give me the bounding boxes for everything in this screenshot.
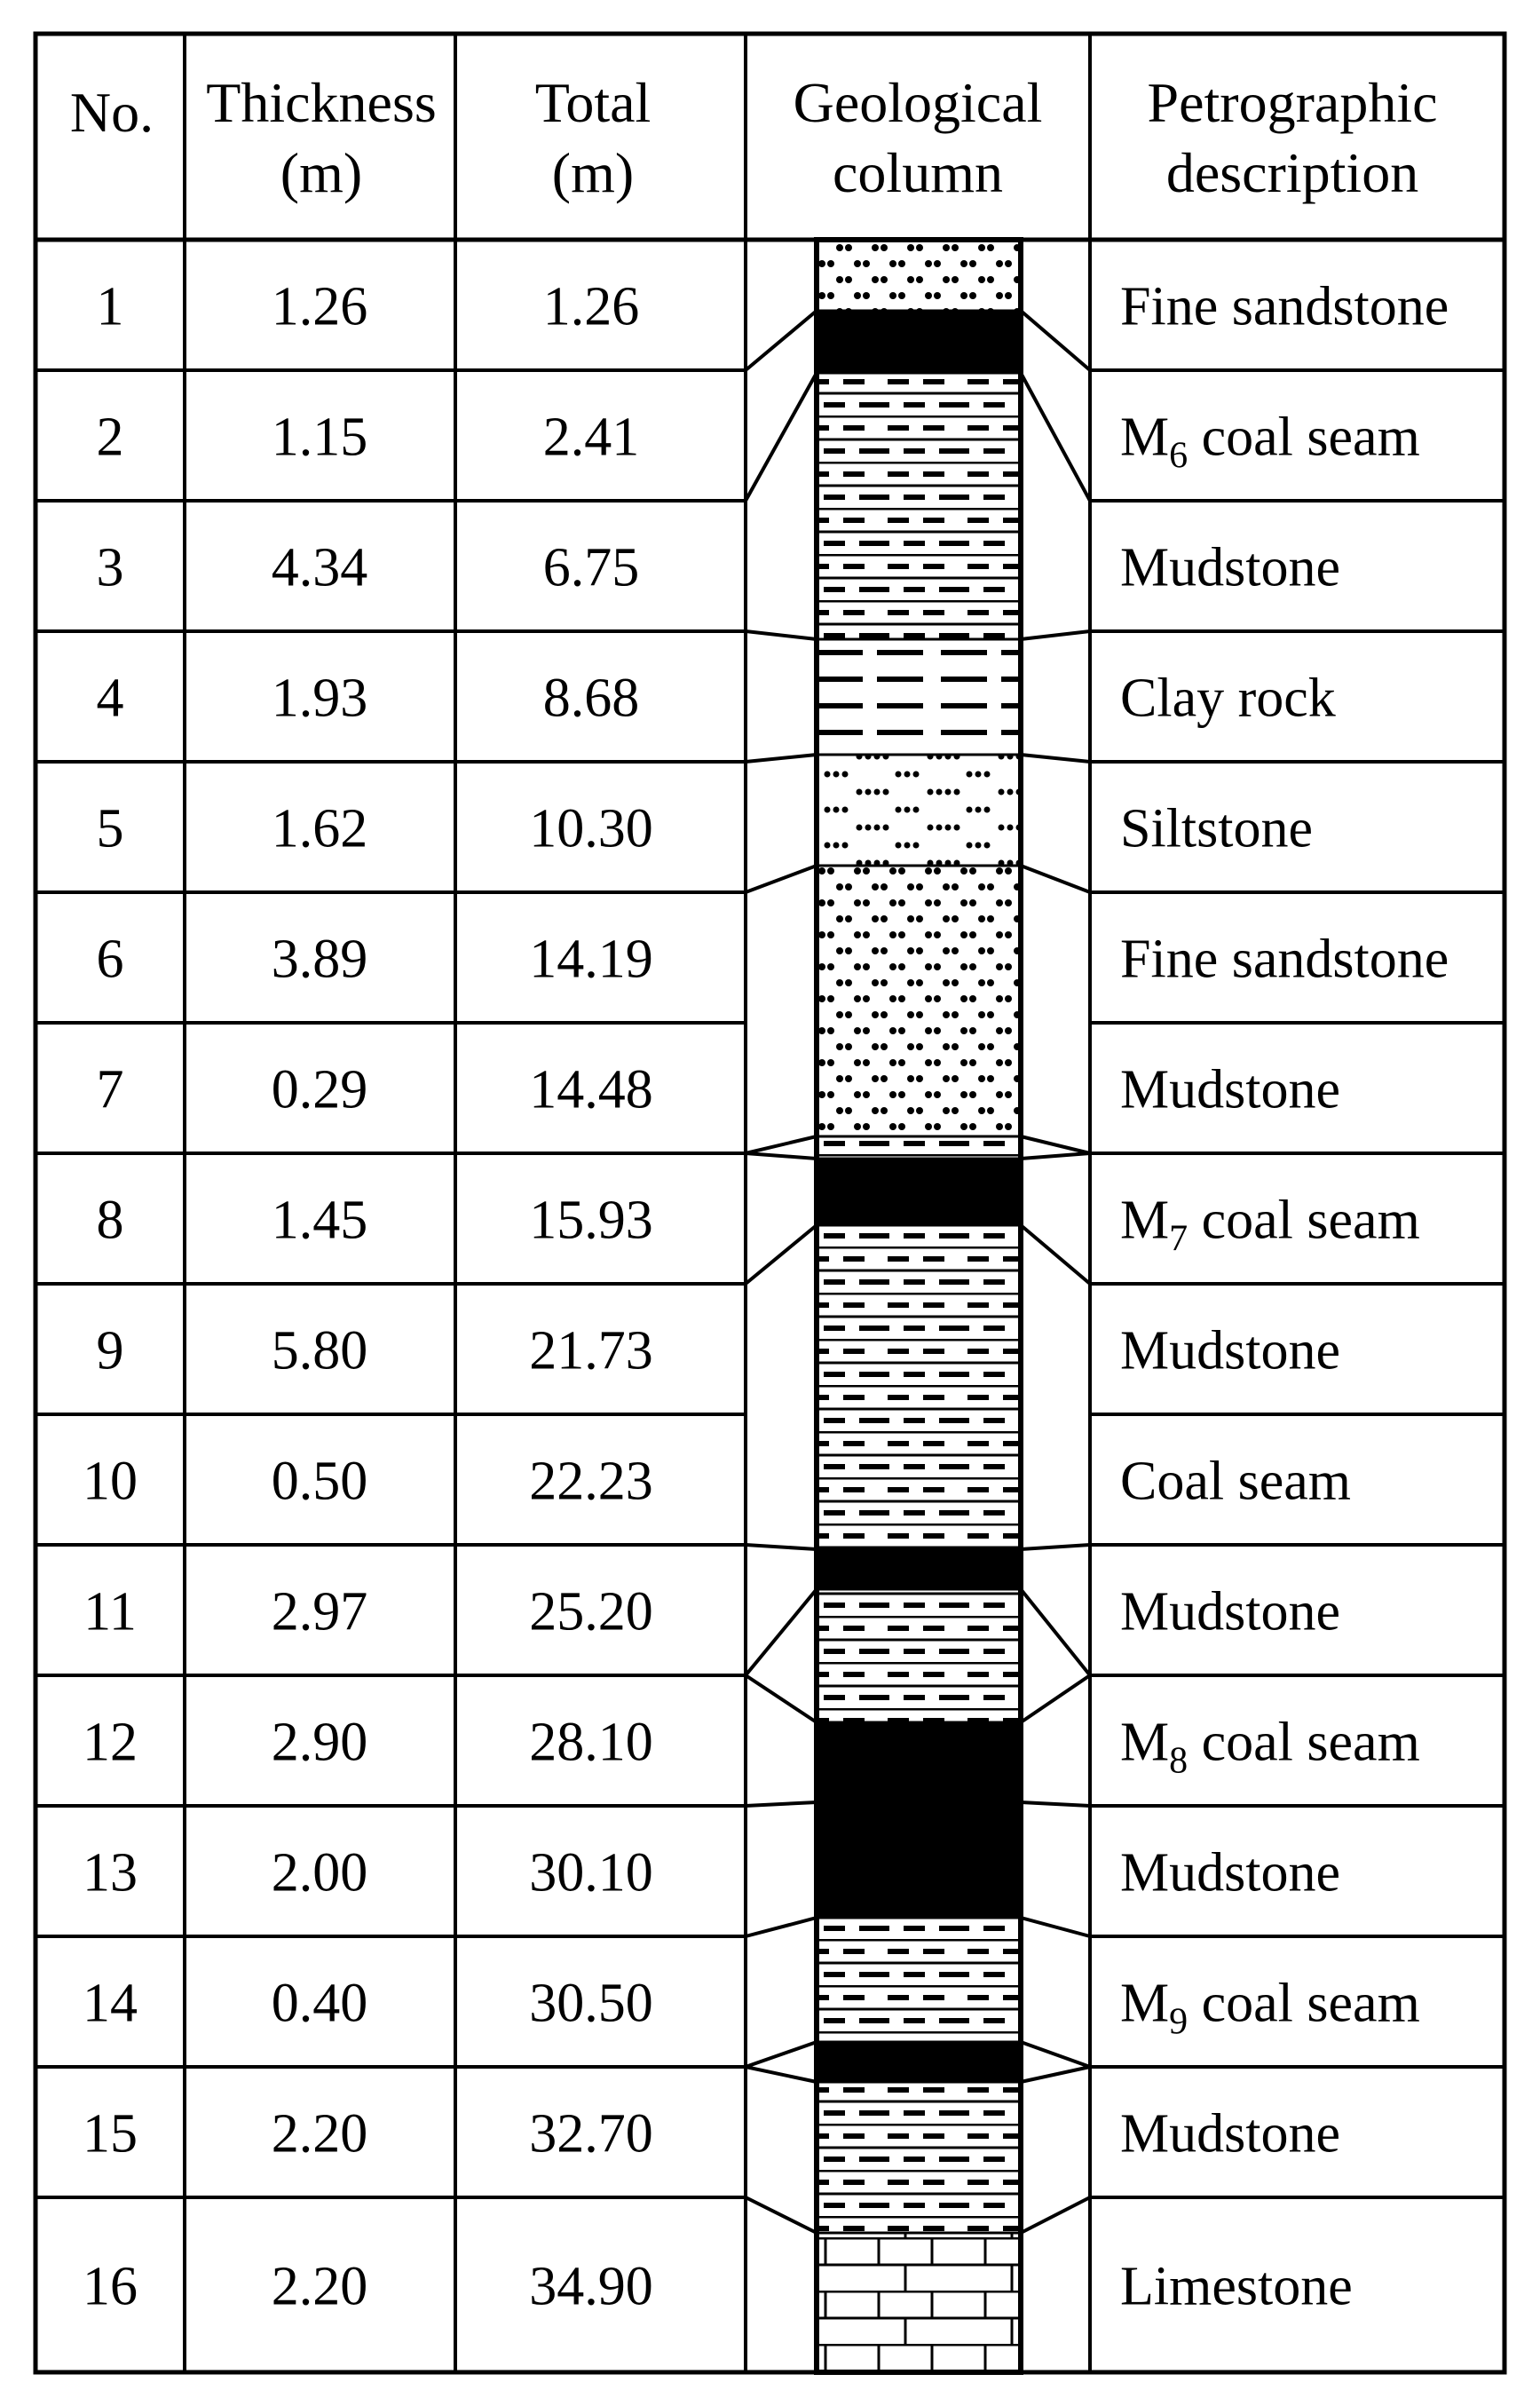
row-thickness: 2.20 bbox=[271, 2256, 368, 2317]
connector-left bbox=[746, 866, 817, 892]
connector-right bbox=[1021, 2067, 1090, 2082]
row-number: 3 bbox=[96, 537, 124, 598]
column-layer-mud bbox=[817, 1918, 1021, 2042]
row-number: 11 bbox=[83, 1581, 137, 1642]
row-description: Coal seam bbox=[1120, 1451, 1351, 1512]
row-thickness: 0.50 bbox=[271, 1451, 368, 1512]
row-description: Mudstone bbox=[1120, 1842, 1340, 1903]
connector-right bbox=[1021, 866, 1090, 892]
row-number: 1 bbox=[96, 276, 124, 337]
row-number: 4 bbox=[96, 668, 124, 729]
row-total: 25.20 bbox=[529, 1581, 653, 1642]
row-number: 14 bbox=[83, 1973, 138, 2034]
row-thickness: 4.34 bbox=[271, 537, 368, 598]
connector-left bbox=[746, 755, 817, 762]
connector-right bbox=[1021, 1589, 1090, 1675]
row-number: 16 bbox=[83, 2256, 138, 2317]
column-layer-mud bbox=[817, 1589, 1021, 1722]
row-thickness: 1.93 bbox=[271, 668, 368, 729]
connector-left bbox=[746, 1918, 817, 1936]
row-description: Fine sandstone bbox=[1120, 929, 1449, 990]
column-layer-dots bbox=[817, 240, 1021, 311]
row-total: 6.75 bbox=[542, 537, 640, 598]
column-layer-coal bbox=[817, 1159, 1021, 1225]
column-layer-mud bbox=[817, 1136, 1021, 1159]
connector-left bbox=[746, 1675, 817, 1722]
row-total: 8.68 bbox=[542, 668, 640, 729]
row-total: 28.10 bbox=[529, 1712, 653, 1773]
row-number: 5 bbox=[96, 798, 124, 859]
column-layer-coal bbox=[817, 2042, 1021, 2082]
connector-left bbox=[746, 311, 817, 370]
row-description: Mudstone bbox=[1120, 2103, 1340, 2165]
table-row bbox=[97, 538, 1341, 598]
connector-right bbox=[1021, 311, 1090, 370]
connector-right bbox=[1021, 755, 1090, 762]
table-row bbox=[83, 2104, 1340, 2165]
column-layer-coal bbox=[817, 1549, 1021, 1589]
connector-right bbox=[1021, 1153, 1090, 1159]
row-description: $M_9$ coal seam bbox=[1120, 1973, 1420, 2043]
column-layer-dots bbox=[817, 866, 1021, 1136]
column-layer-mud bbox=[817, 1225, 1021, 1549]
row-number: 10 bbox=[83, 1451, 138, 1512]
header-no: No. bbox=[69, 81, 154, 144]
row-thickness: 2.90 bbox=[271, 1712, 368, 1773]
row-thickness: 0.29 bbox=[271, 1059, 368, 1120]
row-total: 15.93 bbox=[529, 1190, 653, 1251]
table-header bbox=[70, 71, 1438, 204]
connector-left bbox=[746, 2197, 817, 2233]
table-body bbox=[83, 277, 1449, 2317]
row-description: $M_7$ coal seam bbox=[1120, 1190, 1420, 1260]
connector-left bbox=[746, 2042, 817, 2067]
column-layer-mud bbox=[817, 2082, 1021, 2233]
connector-left bbox=[746, 1153, 817, 1159]
connector-right bbox=[1021, 1918, 1090, 1936]
row-total: 1.26 bbox=[542, 276, 640, 337]
row-thickness: 1.26 bbox=[271, 276, 368, 337]
row-thickness: 2.97 bbox=[271, 1581, 368, 1642]
row-thickness: 3.89 bbox=[271, 929, 368, 990]
row-description: Limestone bbox=[1120, 2256, 1353, 2317]
table-row bbox=[97, 1191, 1420, 1260]
column-layer-coal bbox=[817, 1722, 1021, 1802]
header-geological: Geological bbox=[793, 71, 1043, 134]
table-row bbox=[97, 930, 1449, 990]
row-total: 14.19 bbox=[529, 929, 653, 990]
row-description: Mudstone bbox=[1120, 1581, 1340, 1642]
row-description: Siltstone bbox=[1120, 798, 1314, 859]
row-number: 13 bbox=[83, 1842, 138, 1903]
connector-right bbox=[1021, 1225, 1090, 1284]
row-total: 34.90 bbox=[529, 2256, 653, 2317]
row-total: 2.41 bbox=[542, 407, 640, 468]
row-thickness: 1.45 bbox=[271, 1190, 368, 1251]
row-thickness: 2.20 bbox=[271, 2103, 368, 2165]
row-description: Fine sandstone bbox=[1120, 276, 1449, 337]
geological-column bbox=[817, 240, 1021, 2372]
row-number: 8 bbox=[96, 1190, 124, 1251]
table-row bbox=[97, 1060, 1341, 1120]
row-total: 32.70 bbox=[529, 2103, 653, 2165]
header-total-unit: (m) bbox=[551, 141, 635, 204]
row-thickness: 1.15 bbox=[271, 407, 368, 468]
row-thickness: 0.40 bbox=[271, 1973, 368, 2034]
row-total: 22.23 bbox=[529, 1451, 653, 1512]
header-total: Total bbox=[534, 71, 652, 134]
table-row bbox=[97, 277, 1449, 337]
row-total: 30.50 bbox=[529, 1973, 653, 2034]
header-column: column bbox=[833, 141, 1003, 204]
row-number: 12 bbox=[83, 1712, 138, 1773]
row-total: 21.73 bbox=[529, 1320, 653, 1381]
connector-right bbox=[1021, 631, 1090, 639]
row-description: Mudstone bbox=[1120, 537, 1340, 598]
connector-left bbox=[746, 1225, 817, 1284]
row-thickness: 5.80 bbox=[271, 1320, 368, 1381]
header-thickness-unit: (m) bbox=[280, 141, 363, 204]
column-layer-clay bbox=[817, 639, 1021, 755]
column-layer-coal bbox=[817, 1802, 1021, 1918]
table-row bbox=[83, 1452, 1351, 1512]
connector-right bbox=[1021, 1136, 1090, 1153]
row-total: 14.48 bbox=[529, 1059, 653, 1120]
table-row bbox=[97, 1321, 1341, 1381]
header-petrographic: Petrographic bbox=[1147, 71, 1438, 134]
column-layer-limestone bbox=[817, 2233, 1021, 2372]
connector-right bbox=[1021, 1802, 1090, 1806]
connector-left bbox=[746, 1136, 817, 1153]
header-thickness: Thickness bbox=[206, 71, 437, 134]
row-number: 6 bbox=[96, 929, 124, 990]
row-number: 9 bbox=[96, 1320, 124, 1381]
table-row bbox=[83, 1843, 1340, 1903]
connector-left bbox=[746, 631, 817, 639]
row-description: Mudstone bbox=[1120, 1320, 1340, 1381]
table-row bbox=[83, 2257, 1353, 2317]
row-number: 7 bbox=[96, 1059, 124, 1120]
connector-left bbox=[746, 1545, 817, 1549]
connector-left bbox=[746, 2067, 817, 2082]
column-layer-coal bbox=[817, 311, 1021, 373]
header-description: description bbox=[1165, 141, 1419, 204]
row-total: 30.10 bbox=[529, 1842, 653, 1903]
connector-left bbox=[746, 373, 817, 501]
connector-right bbox=[1021, 1675, 1090, 1722]
row-number: 15 bbox=[83, 2103, 138, 2165]
row-description: $M_6$ coal seam bbox=[1120, 407, 1420, 477]
row-thickness: 2.00 bbox=[271, 1842, 368, 1903]
row-description: Clay rock bbox=[1120, 668, 1336, 729]
table-row bbox=[83, 1713, 1420, 1782]
connector-right bbox=[1021, 373, 1090, 501]
row-total: 10.30 bbox=[529, 798, 653, 859]
column-layer-silt bbox=[817, 755, 1021, 866]
connector-left bbox=[746, 1589, 817, 1675]
row-description: $M_8$ coal seam bbox=[1120, 1712, 1420, 1782]
table-row bbox=[97, 669, 1336, 729]
row-description: Mudstone bbox=[1120, 1059, 1340, 1120]
column-layer-mud bbox=[817, 373, 1021, 639]
row-number: 2 bbox=[96, 407, 124, 468]
connector-left bbox=[746, 1802, 817, 1806]
table-row bbox=[97, 799, 1314, 859]
table-row bbox=[83, 1974, 1420, 2043]
table-row bbox=[97, 408, 1420, 477]
row-thickness: 1.62 bbox=[271, 798, 368, 859]
connector-right bbox=[1021, 2197, 1090, 2233]
connector-right bbox=[1021, 1545, 1090, 1549]
connector-right bbox=[1021, 2042, 1090, 2067]
table-row bbox=[83, 1582, 1340, 1642]
